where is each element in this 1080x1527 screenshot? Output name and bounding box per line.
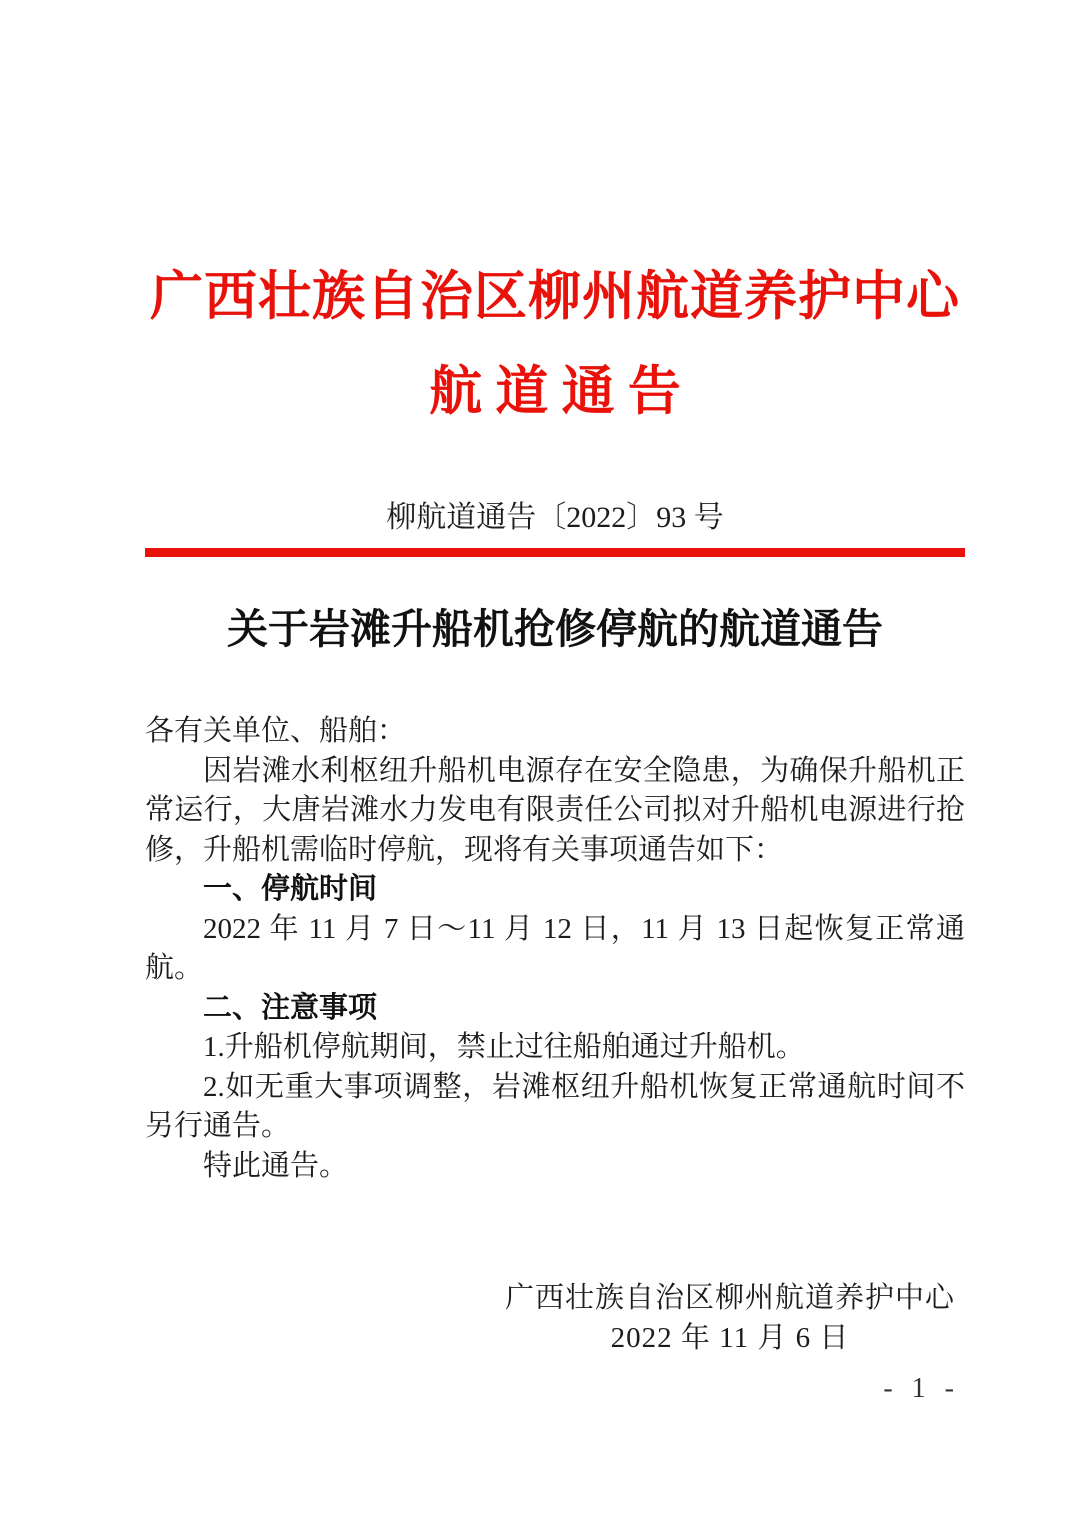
closing-statement: 特此通告。 [203,1149,349,1182]
signature-org: 广西壮族自治区柳州航道养护中心 [504,1282,955,1314]
org-title-line1: 广西壮族自治区柳州航道养护中心 [150,268,960,326]
section2-heading: 二、注意事项 [203,991,378,1024]
intro-paragraph: 因岩滩水利枢纽升船机电源存在安全隐患，为确保升船机正常运行，大唐岩滩水力发电有限责任公司拟对升船机电源进行抢修，升船机需临时停航，现将有关事项通告如下： [145,754,965,866]
document-number: 柳航道通告〔2022〕93 号 [386,501,724,534]
document-content [145,250,965,1406]
notice-title: 关于岩滩升船机抢修停航的航道通告 [227,606,883,652]
red-divider-rule [145,548,965,557]
page-number: - 1 - [883,1373,960,1404]
section1-body: 2022 年 11 月 7 日～11 月 12 日，11 月 13 日起恢复正常通航。 [145,912,965,984]
doc-type-title-line2: 航道通告 [429,363,695,421]
signature-block [495,1278,965,1358]
section2-item2: 2.如无重大事项调整，岩滩枢纽升船机恢复正常通航时间不另行通告。 [145,1070,965,1142]
section2-item1: 1.升船机停航期间，禁止过往船舶通过升船机。 [203,1031,805,1063]
section1-heading: 一、停航时间 [203,873,378,905]
notice-body [145,712,965,1186]
signature-date: 2022 年 11 月 6 日 [610,1322,850,1354]
salutation: 各有关单位、船舶： [145,715,407,747]
